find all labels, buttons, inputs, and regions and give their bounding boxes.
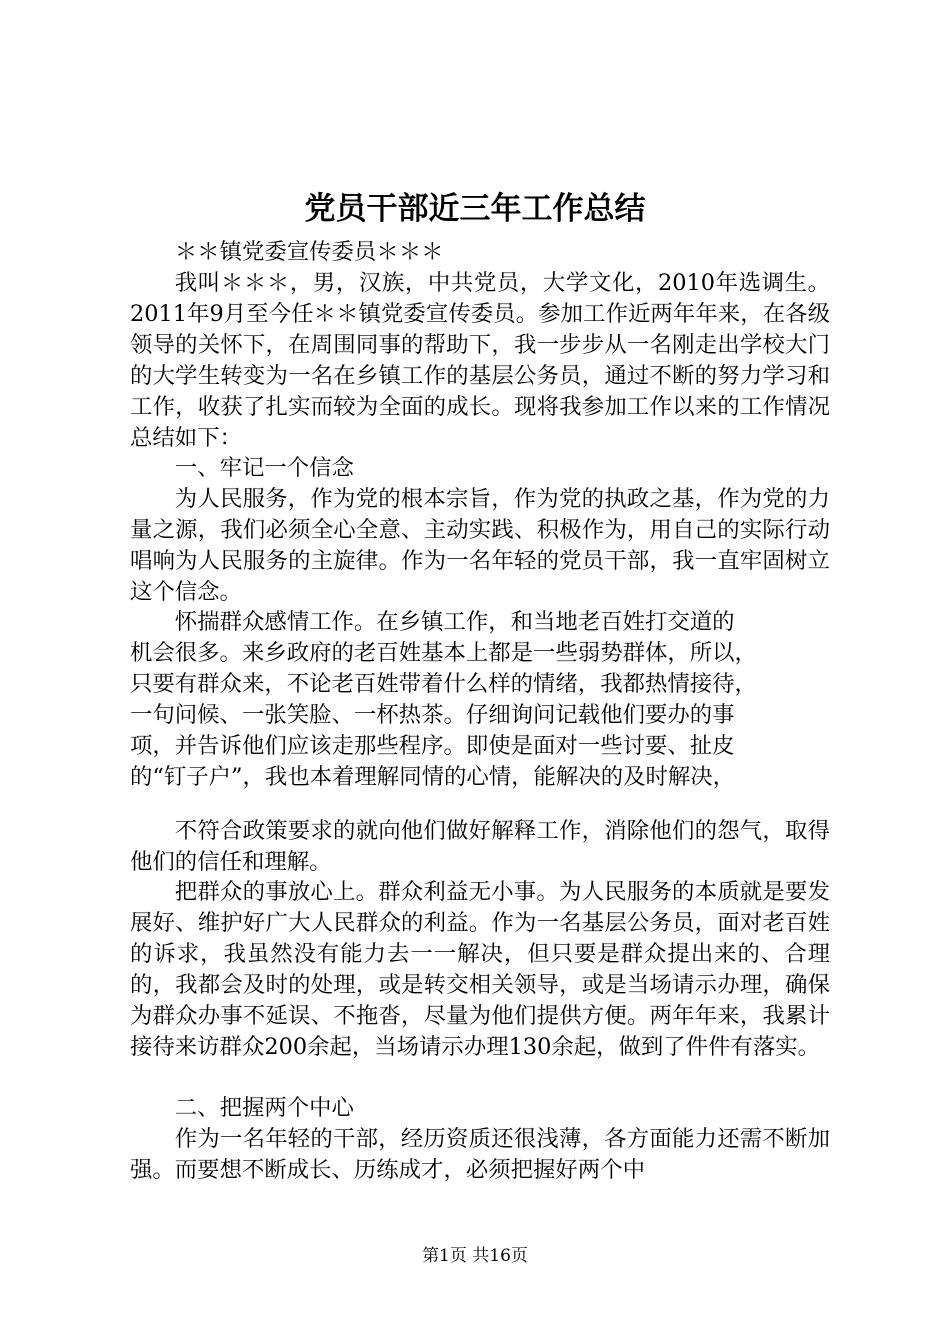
paragraph-feelings-line: 机会很多。来乡政府的老百姓基本上都是一些弱势群体，所以， <box>130 639 757 666</box>
paragraph-feelings-line: 只要有群众来，不论老百姓带着什么样的情绪，我都热情接待， <box>130 670 757 697</box>
author-line: ＊＊镇党委宣传委员＊＊＊ <box>174 239 444 265</box>
document-title: 党员干部近三年工作总结 <box>304 191 646 227</box>
section-heading-1: 一、牢记一个信念 <box>174 455 354 481</box>
paragraph-intro: 我叫＊＊＊，男，汉族，中共党员，大学文化，2010年选调生。2011年9月至今任＊＊镇党委宣传委员。参加工作近两年年来，在各级领导的关怀下，在周围同事的帮助下，我一步步从一名刚走出学校大门的大学生转变为一名在乡镇工作的基层公务员，通过不断的努力学习和工作，收获了扎实而较为全面的成长。现将我参加工作以来的工作情况总结如下： <box>130 270 830 451</box>
paragraph-interests: 把群众的事放心上。群众利益无小事。为人民服务的本质就是要发展好、维护好广大人民群众的利益。作为一名基层公务员，面对老百姓的诉求，我虽然没有能力去一一解决，但只要是群众提出来的、合理的，我都会及时的处理，或是转交相关领导，或是当场请示办理，确保为群众办事不延误、不拖沓，尽量为他们提供方便。两年年来，我累计接待来访群众200余起，当场请示办理130余起，做到了件件有落实。 <box>130 879 830 1060</box>
paragraph-young-cadre: 作为一名年轻的干部，经历资质还很浅薄，各方面能力还需不断加强。而要想不断成长、历练成才，必须把握好两个中 <box>130 1126 830 1183</box>
paragraph-feelings-line: 的“钉子户”，我也本着理解同情的心情，能解决的及时解决， <box>130 763 736 790</box>
page-footer: 第1页 共16页 <box>422 1246 528 1266</box>
paragraph-feelings-line: 一句问候、一张笑脸、一杯热茶。仔细询问记载他们要办的事 <box>130 701 735 728</box>
section-heading-2: 二、把握两个中心 <box>174 1095 354 1121</box>
paragraph-feelings <box>130 607 830 792</box>
paragraph-feelings-line: 项，并告诉他们应该走那些程序。即使是面对一些讨要、扯皮 <box>130 732 735 759</box>
paragraph-belief: 为人民服务，作为党的根本宗旨，作为党的执政之基，作为党的力量之源，我们必须全心全意、主动实践、积极作为，用自己的实际行动唱响为人民服务的主旋律。作为一名年轻的党员干部，我一直牢固树立这个信念。 <box>130 486 830 605</box>
paragraph-feelings-line: 怀揣群众感情工作。在乡镇工作，和当地老百姓打交道的 <box>174 609 735 635</box>
paragraph-feelings-continued: 不符合政策要求的就向他们做好解释工作，消除他们的怨气，取得他们的信任和理解。 <box>130 818 830 875</box>
